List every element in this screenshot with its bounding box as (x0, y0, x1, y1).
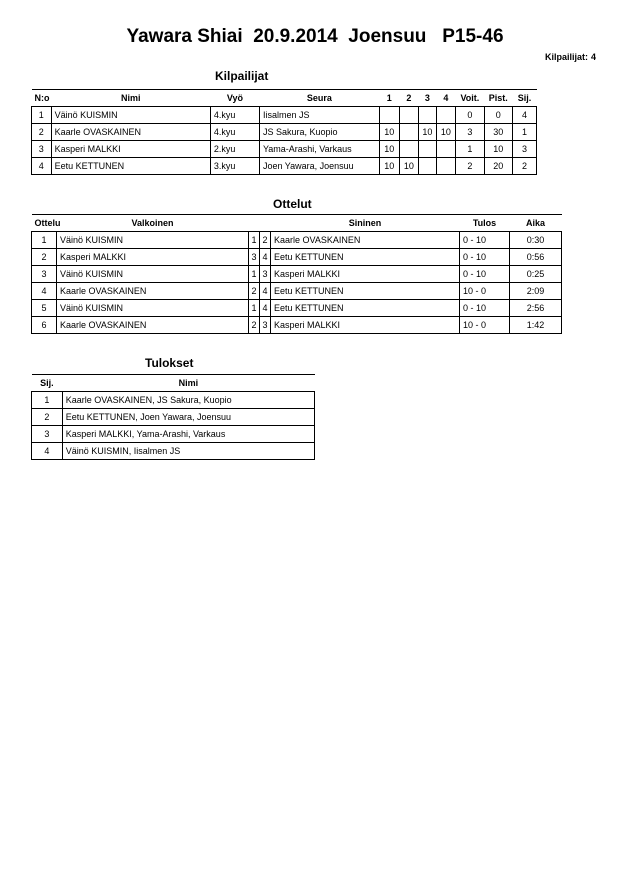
blue-name: Kaarle OVASKAINEN (271, 232, 460, 249)
competitor-points: 20 (484, 158, 512, 175)
match-time: 1:42 (510, 317, 562, 334)
white-number: 1 (249, 300, 260, 317)
score-vs-1: 10 (379, 141, 399, 158)
blue-name: Eetu KETTUNEN (271, 300, 460, 317)
col-header: Nimi (62, 375, 314, 392)
score-vs-4 (436, 107, 456, 124)
blue-number: 4 (260, 249, 271, 266)
col-header: Pist. (484, 90, 512, 107)
score-vs-1 (379, 107, 399, 124)
result-place: 4 (32, 443, 63, 460)
col-header: Sij. (32, 375, 63, 392)
blue-name: Eetu KETTUNEN (271, 283, 460, 300)
score-vs-1: 10 (379, 124, 399, 141)
result-row (32, 409, 315, 426)
blue-number: 3 (260, 266, 271, 283)
result-row (32, 426, 315, 443)
competitor-count-label: Kilpailijat: (544, 52, 588, 62)
competitor-number: 2 (32, 124, 52, 141)
match-row (32, 300, 562, 317)
competitor-points: 0 (484, 107, 512, 124)
competitor-name: Eetu KETTUNEN (51, 158, 210, 175)
page-title: Yawara Shiai 20.9.2014 Joensuu P15-46 (126, 26, 504, 47)
result-place: 1 (32, 392, 63, 409)
white-name: Kaarle OVASKAINEN (57, 317, 249, 334)
match-time: 0:25 (510, 266, 562, 283)
score-vs-3 (419, 107, 436, 124)
score-vs-3 (419, 141, 436, 158)
match-result: 0 - 10 (460, 249, 510, 266)
blue-number: 3 (260, 317, 271, 334)
competitor-row (32, 158, 537, 175)
match-row (32, 249, 562, 266)
col-header: Tulos (460, 215, 510, 232)
competitor-number: 3 (32, 141, 52, 158)
competitor-count (542, 52, 596, 62)
white-number: 1 (249, 232, 260, 249)
col-header: N:o (32, 90, 52, 107)
col-header: Vyö (210, 90, 259, 107)
col-header: Valkoinen (57, 215, 249, 232)
competitors-table (31, 89, 537, 175)
blue-name: Eetu KETTUNEN (271, 249, 460, 266)
results-table (31, 374, 315, 460)
match-time: 0:30 (510, 232, 562, 249)
competitor-place: 1 (512, 124, 536, 141)
match-time: 2:56 (510, 300, 562, 317)
match-result: 0 - 10 (460, 232, 510, 249)
blue-number: 4 (260, 300, 271, 317)
result-text: Kasperi MALKKI, Yama-Arashi, Varkaus (62, 426, 314, 443)
result-place: 3 (32, 426, 63, 443)
results-heading: Tulokset (145, 356, 194, 370)
col-header: Nimi (51, 90, 210, 107)
blue-number: 2 (260, 232, 271, 249)
match-number: 3 (32, 266, 57, 283)
white-number: 2 (249, 283, 260, 300)
col-header: Aika (510, 215, 562, 232)
col-header: Sininen (271, 215, 460, 232)
col-header: Seura (259, 90, 379, 107)
match-row (32, 266, 562, 283)
result-row (32, 392, 315, 409)
competitor-row (32, 141, 537, 158)
score-vs-3: 10 (419, 124, 436, 141)
competitor-points: 10 (484, 141, 512, 158)
score-vs-4 (436, 158, 456, 175)
col-header: 3 (419, 90, 436, 107)
competitor-wins: 2 (456, 158, 484, 175)
result-text: Väinö KUISMIN, Iisalmen JS (62, 443, 314, 460)
matches-table (31, 214, 562, 334)
match-number: 5 (32, 300, 57, 317)
competitor-belt: 3.kyu (210, 158, 259, 175)
score-vs-4: 10 (436, 124, 456, 141)
competitor-place: 4 (512, 107, 536, 124)
score-vs-4 (436, 141, 456, 158)
score-vs-2 (399, 107, 419, 124)
competitor-wins: 0 (456, 107, 484, 124)
white-number: 3 (249, 249, 260, 266)
white-number: 1 (249, 266, 260, 283)
competitor-name: Väinö KUISMIN (51, 107, 210, 124)
competitor-place: 2 (512, 158, 536, 175)
competitor-row (32, 124, 537, 141)
match-number: 1 (32, 232, 57, 249)
competitor-place: 3 (512, 141, 536, 158)
competitor-club: Iisalmen JS (259, 107, 379, 124)
competitor-belt: 4.kyu (210, 107, 259, 124)
competitor-points: 30 (484, 124, 512, 141)
score-vs-2 (399, 124, 419, 141)
match-result: 10 - 0 (460, 317, 510, 334)
match-number: 4 (32, 283, 57, 300)
competitor-belt: 2.kyu (210, 141, 259, 158)
white-name: Väinö KUISMIN (57, 266, 249, 283)
competitor-wins: 1 (456, 141, 484, 158)
competitor-number: 4 (32, 158, 52, 175)
result-text: Eetu KETTUNEN, Joen Yawara, Joensuu (62, 409, 314, 426)
competitors-heading: Kilpailijat (215, 69, 269, 83)
match-result: 0 - 10 (460, 300, 510, 317)
competitor-club: JS Sakura, Kuopio (259, 124, 379, 141)
score-vs-3 (419, 158, 436, 175)
col-header: Sij. (512, 90, 536, 107)
matches-header-row (32, 215, 562, 232)
match-time: 2:09 (510, 283, 562, 300)
competitor-count-value: 4 (590, 52, 596, 62)
col-header: 1 (379, 90, 399, 107)
competitor-club: Joen Yawara, Joensuu (259, 158, 379, 175)
match-row (32, 317, 562, 334)
match-row (32, 283, 562, 300)
competitor-name: Kaarle OVASKAINEN (51, 124, 210, 141)
col-header: 4 (436, 90, 456, 107)
competitor-wins: 3 (456, 124, 484, 141)
blue-name: Kasperi MALKKI (271, 317, 460, 334)
matches-heading: Ottelut (273, 197, 312, 211)
score-vs-2: 10 (399, 158, 419, 175)
white-name: Kasperi MALKKI (57, 249, 249, 266)
score-vs-1: 10 (379, 158, 399, 175)
result-text: Kaarle OVASKAINEN, JS Sakura, Kuopio (62, 392, 314, 409)
match-number: 2 (32, 249, 57, 266)
col-header: 2 (399, 90, 419, 107)
white-name: Kaarle OVASKAINEN (57, 283, 249, 300)
blue-number: 4 (260, 283, 271, 300)
white-name: Väinö KUISMIN (57, 300, 249, 317)
match-result: 0 - 10 (460, 266, 510, 283)
white-number: 2 (249, 317, 260, 334)
blue-name: Kasperi MALKKI (271, 266, 460, 283)
competitor-number: 1 (32, 107, 52, 124)
match-row (32, 232, 562, 249)
match-number: 6 (32, 317, 57, 334)
col-header: Ottelu (32, 215, 57, 232)
score-vs-2 (399, 141, 419, 158)
competitor-name: Kasperi MALKKI (51, 141, 210, 158)
col-header: Voit. (456, 90, 484, 107)
results-header-row (32, 375, 315, 392)
result-place: 2 (32, 409, 63, 426)
match-time: 0:56 (510, 249, 562, 266)
white-name: Väinö KUISMIN (57, 232, 249, 249)
competitor-club: Yama-Arashi, Varkaus (259, 141, 379, 158)
result-row (32, 443, 315, 460)
match-result: 10 - 0 (460, 283, 510, 300)
competitor-row (32, 107, 537, 124)
competitors-header-row (32, 90, 537, 107)
competitor-belt: 4.kyu (210, 124, 259, 141)
